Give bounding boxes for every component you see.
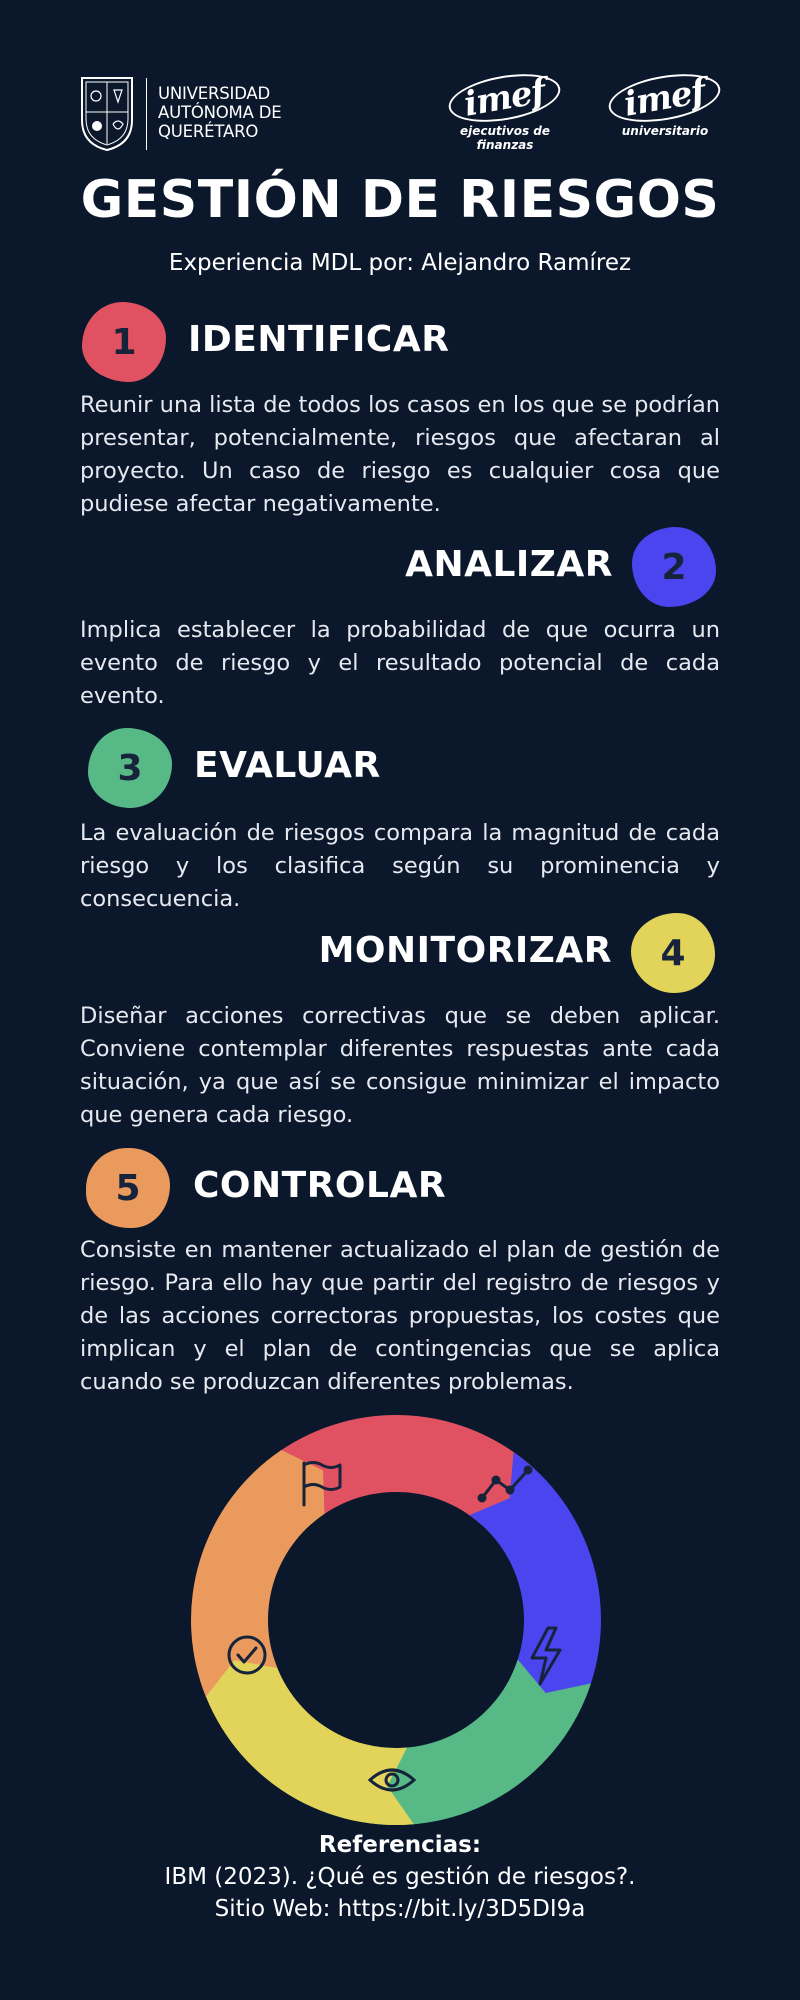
step-heading-controlar: CONTROLAR	[193, 1165, 447, 1206]
reference-citation: IBM (2023). ¿Qué es gestión de riesgos?.	[164, 1864, 636, 1890]
imef-logo-word: imef	[605, 67, 724, 130]
ring-segments	[191, 1415, 601, 1825]
ring-segment-4	[200, 1646, 414, 1825]
university-name	[158, 84, 281, 141]
step-heading-identificar: IDENTIFICAR	[188, 319, 450, 360]
step-text-evaluar: La evaluación de riesgos compara la magnitud de cada riesgo y los clasifica según su prominencia y consecuencia.	[80, 820, 720, 912]
imef-ejecutivos-logo	[440, 71, 570, 156]
step-text-monitorizar: Diseñar acciones correctivas que se deben aplicar. Conviene contemplar diferentes respuestas ante cada situación, ya que así se consigue minimizar el impacto que genera cada riesgo.	[80, 1003, 720, 1128]
step-heading-monitorizar: MONITORIZAR	[318, 930, 612, 971]
imef-logo-subtitle: universitario	[621, 124, 709, 138]
step-heading-analizar: ANALIZAR	[405, 544, 613, 585]
step-badge-2: 2	[632, 527, 716, 607]
page-subtitle: Experiencia MDL por: Alejandro Ramírez	[168, 250, 632, 276]
imef-logo-word: imef	[445, 67, 564, 130]
references-title: Referencias:	[318, 1832, 482, 1858]
imef-universitario-logo	[605, 71, 725, 156]
step-badge-4: 4	[631, 913, 715, 993]
page-title: GESTIÓN DE RIESGOS	[80, 170, 720, 230]
step-badge-5: 5	[86, 1148, 170, 1228]
risk-cycle-diagram	[186, 1410, 606, 1830]
uaq-logo	[78, 74, 306, 154]
step-badge-1: 1	[82, 302, 166, 382]
step-text-identificar: Reunir una lista de todos los casos en los que se podrían presentar, potencialmente, riesgos que afectaran al proyecto. Un caso de riesgo es cualquier cosa que pudiese afectar negativamente.	[80, 392, 720, 517]
university-line: QUERÉTARO	[158, 122, 259, 141]
uaq-divider	[146, 78, 147, 150]
reference-website[interactable]: Sitio Web: https://bit.ly/3D5DI9a	[214, 1896, 586, 1922]
uaq-seal-icon	[78, 74, 136, 152]
imef-logo-subtitle: ejecutivos de finanzas	[459, 124, 550, 152]
university-line: AUTÓNOMA DE	[158, 103, 282, 122]
step-badge-3: 3	[88, 728, 172, 808]
step-text-analizar: Implica establecer la probabilidad de que ocurra un evento de riesgo y el resultado potencial de cada evento.	[80, 617, 720, 709]
step-heading-evaluar: EVALUAR	[194, 745, 381, 786]
university-line: UNIVERSIDAD	[158, 84, 271, 103]
step-text-controlar: Consiste en mantener actualizado el plan de gestión de riesgo. Para ello hay que partir del registro de riesgos y de las acciones correctoras propuestas, los costes que implican y el plan de contingencias que se aplica cuando se produzcan diferentes problemas.	[80, 1237, 720, 1395]
